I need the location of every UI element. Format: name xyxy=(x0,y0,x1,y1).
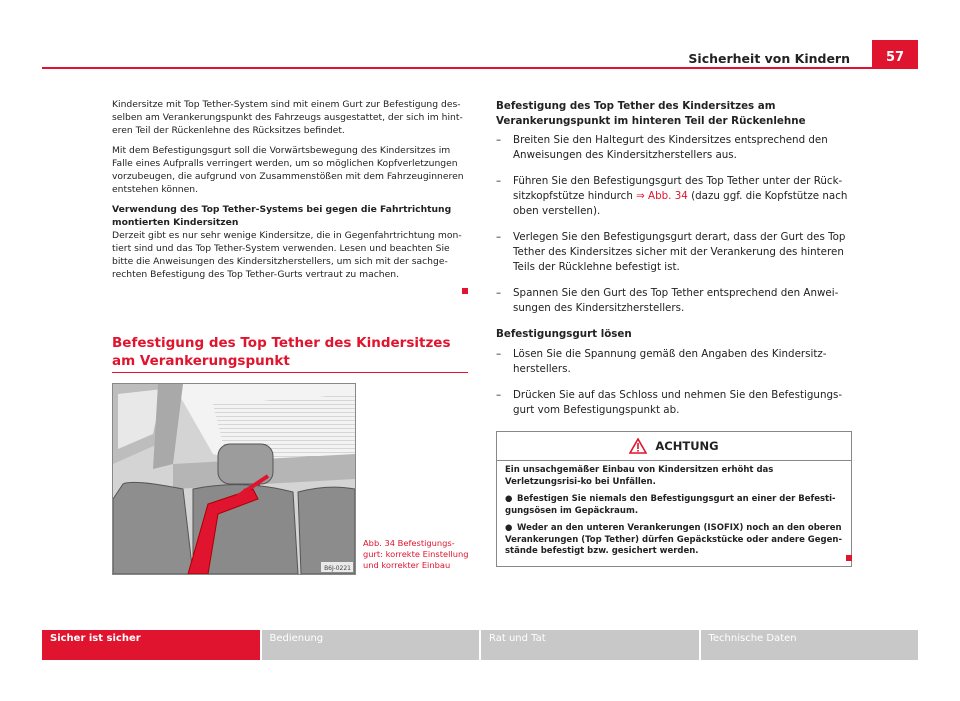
step-text: Breiten Sie den Haltegurt des Kindersitzes entsprechend den Anweisungen des Kindersitzherstellers aus. xyxy=(513,134,828,161)
warning-intro: Ein unsachgemäßer Einbau von Kindersitzen erhöht das Verletzungsrisi-ko bei Unfällen. xyxy=(505,465,774,487)
warning-header xyxy=(497,432,851,461)
step-dash: – xyxy=(496,287,502,299)
step-item xyxy=(496,133,856,163)
warning-triangle-icon xyxy=(629,438,647,454)
step-dash: – xyxy=(496,231,502,243)
left-column xyxy=(112,98,468,288)
rear-facing-subhead: Verwendung des Top Tether-Systems bei gegen die Fahrtrichtung montierten Kindersitzen xyxy=(112,204,452,228)
step-text: Drücken Sie auf das Schloss und nehmen Sie den Befestigungs-gurt vom Befestigungspunkt ab. xyxy=(513,389,843,416)
step-item xyxy=(496,286,856,316)
section-end-marker xyxy=(462,288,468,294)
step-text: Spannen Sie den Gurt des Top Tether entsprechend den Anwei-sungen des Kindersitzherstellers. xyxy=(513,287,839,314)
warning-body xyxy=(497,461,851,568)
warning-bullet-text: Weder an den unteren Verankerungen (ISOFIX) noch an den oberen Verankerungen (Top Tether) dürfen Gepäckstücke oder andere Gegen-stände befestigt bzw. gesichert werden. xyxy=(505,523,842,556)
step-dash: – xyxy=(496,389,502,401)
intro-paragraph-1: Kindersitze mit Top Tether-System sind mit einem Gurt zur Befestigung des-selben am Verankerungspunkt des Fahrzeugs ausgestattet, der sich im hint-eren Teil der Rückenlehne des Rücksitzes befindet. xyxy=(112,99,463,136)
step-text: Verlegen Sie den Befestigungsgurt derart, dass der Gurt des Top Tether des Kindersitzes sicher mit der Verankerung des hinteren Teils der Rücklehne befestigt ist. xyxy=(513,231,846,273)
warning-bullet xyxy=(505,494,843,517)
procedure-heading: Befestigung des Top Tether des Kindersitzes am Verankerungspunkt im hinteren Teil der Rückenlehne xyxy=(496,100,806,127)
rear-seat-illustration xyxy=(113,384,355,574)
step-text: Lösen Sie die Spannung gemäß den Angaben des Kindersitz-herstellers. xyxy=(513,348,827,375)
footer-tab-technische-daten[interactable]: Technische Daten xyxy=(701,630,919,660)
figure-reference-link[interactable]: ⇒ Abb. 34 xyxy=(636,190,688,202)
step-text: Führen Sie den Befestigungsgurt des Top Tether unter der Rück-sitzkopfstütze hindurch xyxy=(513,175,843,202)
intro-paragraph-2: Mit dem Befestigungsgurt soll die Vorwärtsbewegung des Kindersitzes im Falle eines Aufpralls verringert werden, um so möglichen Kopfverletzungen vorzubeugen, die aufgrund von Zusammenstößen mit dem Fahrzeuginneren entstehen können. xyxy=(112,145,464,195)
step-item xyxy=(496,347,856,377)
footer-tab-bedienung[interactable]: Bedienung xyxy=(262,630,482,660)
section-rule xyxy=(112,372,468,373)
header-rule xyxy=(42,67,918,69)
footer-tab-rat-und-tat[interactable]: Rat und Tat xyxy=(481,630,701,660)
step-item xyxy=(496,230,856,275)
warning-end-marker xyxy=(846,555,852,561)
running-header-title: Sicherheit von Kindern xyxy=(688,51,850,66)
step-item xyxy=(496,388,856,418)
intro-paragraph-3: Derzeit gibt es nur sehr wenige Kindersitze, die in Gegenfahrtrichtung mon-tiert sind und das Top Tether-System verwenden. Lesen und beachten Sie bitte die Anweisungen des Kindersitzherstellers, um sich mit der sachge-rechten Befestigung des Top Tether-Gurts vertraut zu machen. xyxy=(112,230,462,280)
page-number: 57 xyxy=(872,40,918,68)
figure-code: B6J-0221 xyxy=(324,565,351,572)
figure-rear-seat-top-tether xyxy=(112,383,356,575)
bullet-icon: ● xyxy=(505,523,513,533)
section-heading: Befestigung des Top Tether des Kindersitzes am Verankerungspunkt xyxy=(112,335,451,369)
step-dash: – xyxy=(496,134,502,146)
step-text-tail: (dazu ggf. die Kopfstütze nach oben verstellen). xyxy=(513,190,848,217)
warning-bullet xyxy=(505,523,843,558)
figure-caption: Abb. 34 Befestigungs-gurt: korrekte Einstellung und korrekter Einbau xyxy=(363,538,469,570)
warning-box xyxy=(496,431,852,567)
warning-bullet-text: Befestigen Sie niemals den Befestigungsgurt an einer der Befesti-gungsösen im Gepäckraum. xyxy=(505,494,836,516)
bullet-icon: ● xyxy=(505,494,513,504)
chapter-footer-nav xyxy=(42,630,918,660)
step-item xyxy=(496,174,856,219)
right-column xyxy=(496,99,856,429)
warning-title: ACHTUNG xyxy=(655,439,719,453)
step-dash: – xyxy=(496,175,502,187)
footer-tab-sicher-ist-sicher[interactable]: Sicher ist sicher xyxy=(42,630,262,660)
step-dash: – xyxy=(496,348,502,360)
release-subhead: Befestigungsgurt lösen xyxy=(496,328,632,340)
